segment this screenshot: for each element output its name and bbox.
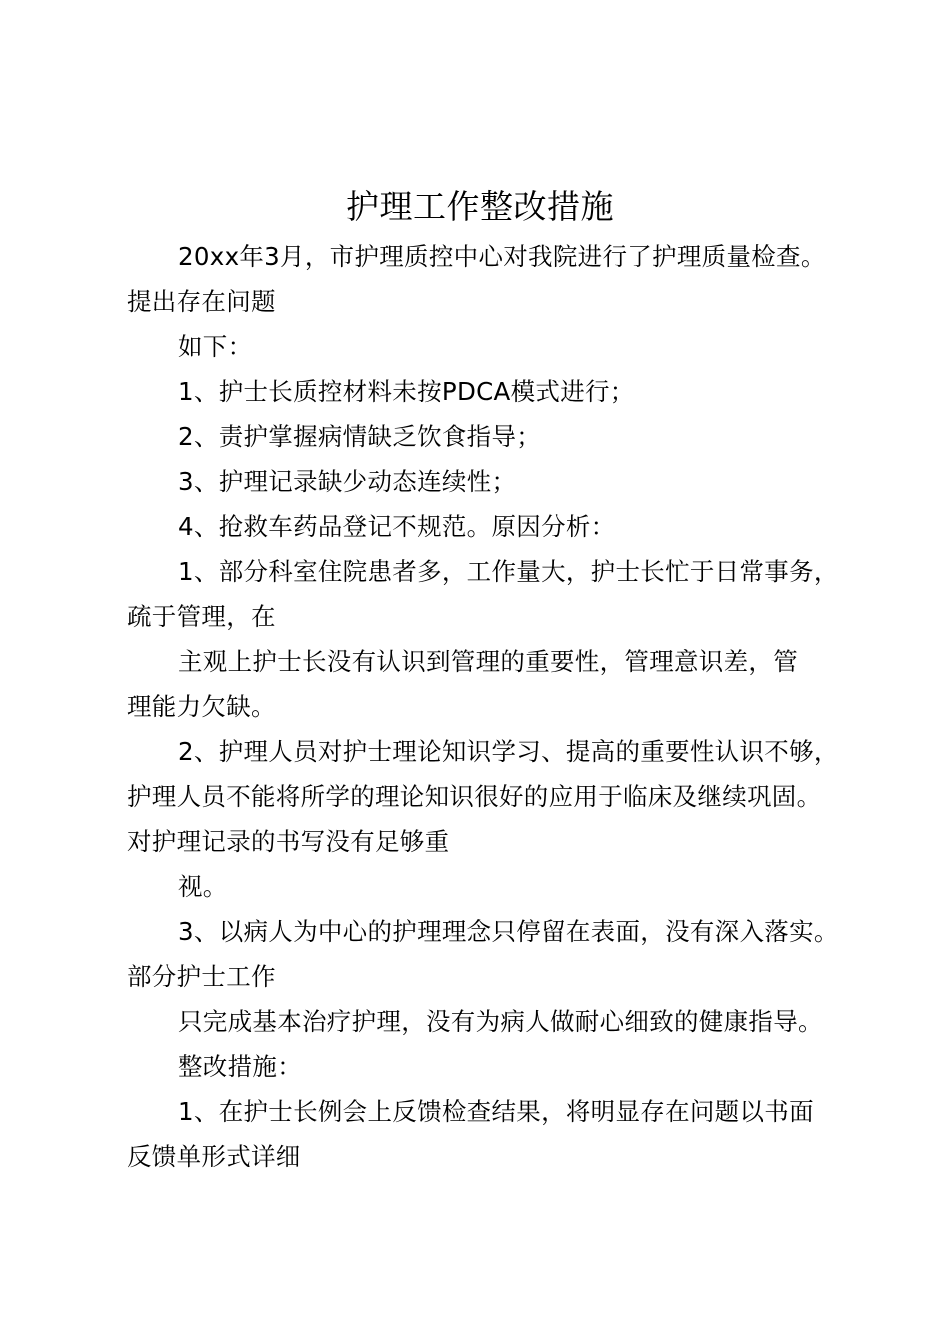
body-line: 1、在护士长例会上反馈检查结果，将明显存在问题以书面 (178, 1097, 814, 1126)
body-line: 4、抢救车药品登记不规范。原因分析： (178, 512, 616, 541)
body-line: 2、护理人员对护士理论知识学习、提高的重要性认识不够， (178, 737, 839, 766)
body-line: 1、部分科室住院患者多，工作量大，护士长忙于日常事务， (178, 557, 839, 586)
body-line: 部分护士工作 (127, 962, 276, 991)
document-title: 护理工作整改措施 (346, 187, 614, 226)
body-line: 只完成基本治疗护理，没有为病人做耐心细致的健康指导。 (178, 1007, 823, 1036)
body-line: 理能力欠缺。 (127, 692, 276, 721)
document-body (127, 234, 867, 1179)
body-line: 如下： (178, 332, 253, 361)
body-line: 20xx年3月，市护理质控中心对我院进行了护理质量检查。 (178, 242, 826, 271)
body-line: 1、护士长质控材料未按PDCA模式进行； (178, 377, 635, 406)
body-line: 3、以病人为中心的护理理念只停留在表面，没有深入落实。 (178, 917, 839, 946)
body-line: 护理人员不能将所学的理论知识很好的应用于临床及继续巩固。 (127, 782, 822, 811)
body-line: 对护理记录的书写没有足够重 (127, 827, 450, 856)
body-line: 整改措施： (178, 1052, 302, 1081)
body-line: 反馈单形式详细 (127, 1142, 301, 1171)
body-line: 2、责护掌握病情缺乏饮食指导； (178, 422, 542, 451)
body-line: 视。 (178, 872, 228, 901)
body-line: 疏于管理，在 (127, 602, 276, 631)
body-line: 主观上护士长没有认识到管理的重要性，管理意识差，管 (178, 647, 798, 676)
body-line: 3、护理记录缺少动态连续性； (178, 467, 517, 496)
body-line: 提出存在问题 (127, 287, 276, 316)
